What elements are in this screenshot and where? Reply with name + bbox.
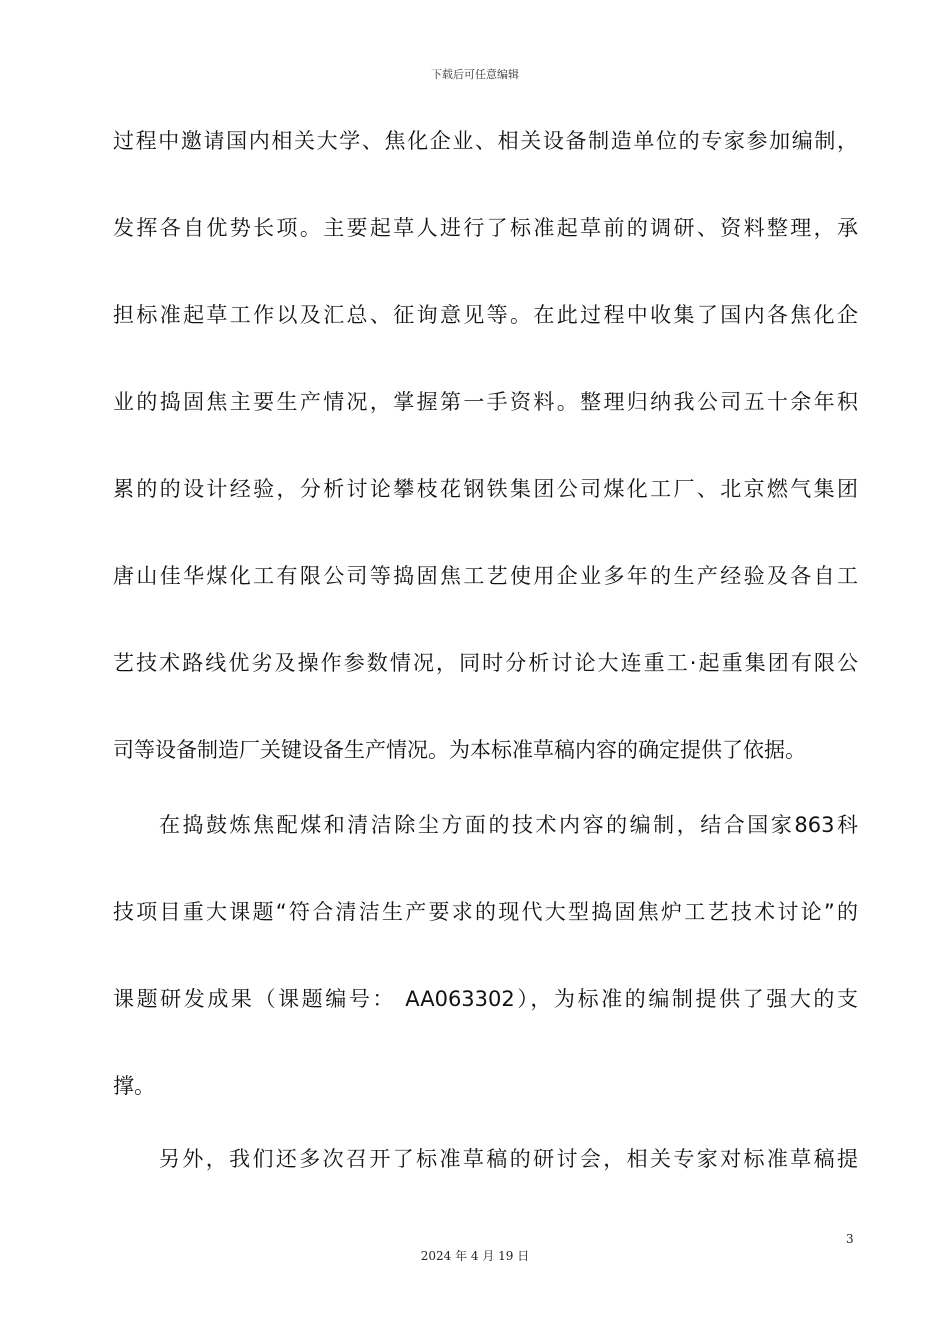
body-line: 业的捣固焦主要生产情况，掌握第一手资料。整理归纳我公司五十余年积 [113, 390, 858, 414]
body-line: 技项目重大课题“符合清洁生产要求的现代大型捣固焦炉工艺技术讨论”的 [113, 900, 858, 924]
paragraph-first-line: 另外，我们还多次召开了标准草稿的研讨会，相关专家对标准草稿提 [159, 1147, 858, 1171]
body-line: 累的的设计经验，分析讨论攀枝花钢铁集团公司煤化工厂、北京燃气集团 [113, 477, 858, 501]
body-line: 担标准起草工作以及汇总、征询意见等。在此过程中收集了国内各焦化企 [113, 303, 858, 327]
page-number: 3 [846, 1232, 854, 1246]
body-line: 司等设备制造厂关键设备生产情况。为本标准草稿内容的确定提供了依据。 [113, 738, 806, 762]
body-line: 发挥各自优势长项。主要起草人进行了标准起草前的调研、资料整理，承 [113, 216, 858, 240]
body-line: 唐山佳华煤化工有限公司等捣固焦工艺使用企业多年的生产经验及各自工 [113, 564, 858, 588]
body-line: 艺技术路线优劣及操作参数情况，同时分析讨论大连重工·起重集团有限公 [113, 651, 858, 675]
page-header: 下载后可任意编辑 [431, 68, 519, 81]
page-footer-date: 2024 年 4 月 19 日 [420, 1249, 530, 1263]
body-line: 过程中邀请国内相关大学、焦化企业、相关设备制造单位的专家参加编制， [113, 129, 858, 153]
body-line: 课题研发成果（课题编号： AA063302），为标准的编制提供了强大的支 [113, 987, 858, 1011]
body-line: 撑。 [113, 1074, 155, 1098]
paragraph-first-line: 在捣鼓炼焦配煤和清洁除尘方面的技术内容的编制，结合国家863科 [159, 813, 858, 837]
